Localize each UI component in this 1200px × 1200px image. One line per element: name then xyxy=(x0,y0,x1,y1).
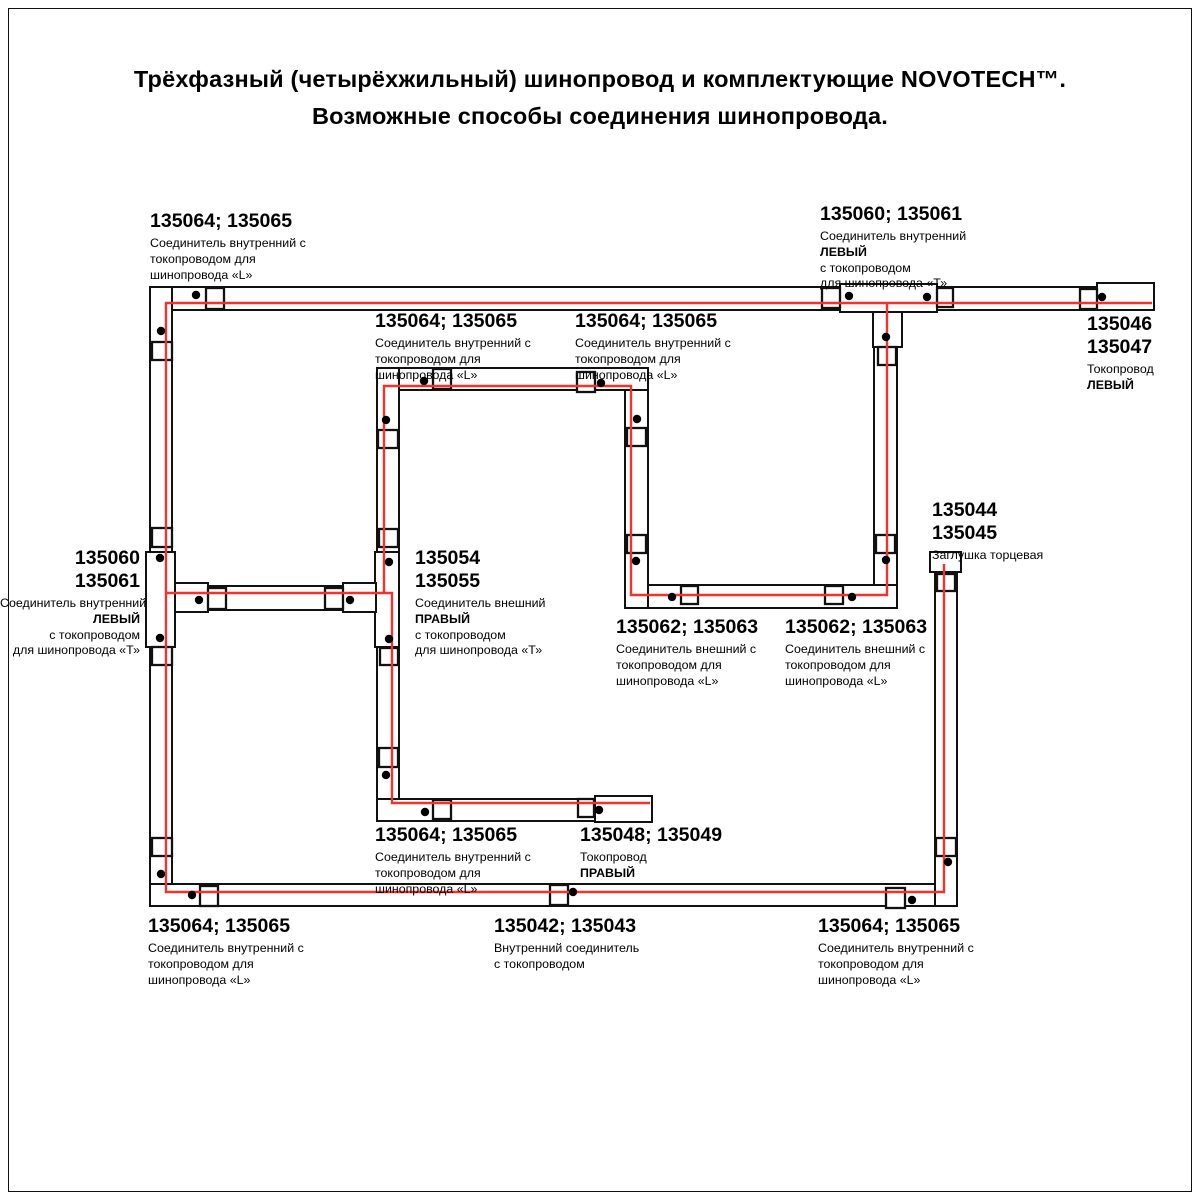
marker-dot xyxy=(156,634,164,642)
marker-dot xyxy=(632,557,640,565)
label-connector-bottom-left: 135064; 135065 Соединитель внутренний с токопроводом для шинопровода «L» xyxy=(148,915,304,987)
label-end-cap: 135044 135045 Заглушка торцевая xyxy=(932,499,1044,562)
marker-dot xyxy=(156,554,164,562)
connector-square xyxy=(152,528,172,547)
label-connector-bottom-right: 135064; 135065 Соединитель внутренний с токопроводом для шинопровода «L» xyxy=(818,915,974,987)
connector-square xyxy=(379,529,398,547)
marker-dot xyxy=(385,635,393,643)
label-connector-bottom-center: 135042; 135043 Внутренний соединитель с токопроводом xyxy=(494,915,640,971)
label-connector-inner-top-2: 135064; 135065 Соединитель внутренний с токопроводом для шинопровода «L» xyxy=(575,310,731,382)
marker-dot xyxy=(157,870,165,878)
title-line-1: Трёхфазный (четырёхжильный) шинопровод и комплектующие NOVOTECH™. xyxy=(133,66,1067,92)
marker-dot xyxy=(382,771,390,779)
connector-square xyxy=(379,748,398,767)
label-feed-right: 135048; 135049 Токопровод ПРАВЫЙ xyxy=(580,824,723,880)
feed-body-bottom xyxy=(595,796,652,822)
label-connector-inner-top-1: 135064; 135065 Соединитель внутренний с токопроводом для шинопровода «L» xyxy=(375,310,531,382)
marker-dot xyxy=(908,896,916,904)
label-connector-outer-2: 135062; 135063 Соединитель внешний с токопроводом для шинопровода «L» xyxy=(785,616,928,688)
label-t-connector-outer-right: 135054 135055 Соединитель внешний ПРАВЫЙ с токопроводом для шинопровода «Т» xyxy=(415,547,546,658)
marker-dot xyxy=(346,596,354,604)
connector-square xyxy=(876,535,895,553)
connector-square xyxy=(208,588,226,609)
marker-dot xyxy=(845,292,853,300)
connector-square xyxy=(152,647,172,665)
track-top xyxy=(150,287,1153,310)
connector-square xyxy=(152,838,172,856)
marker-dot xyxy=(195,596,203,604)
label-t-connector-top: 135060; 135061 Соединитель внутренний ЛЕВЫЙ с токопроводом для шинопровода «Т» xyxy=(820,203,967,291)
connector-square xyxy=(937,574,955,591)
marker-dot xyxy=(421,808,429,816)
marker-dot xyxy=(192,291,200,299)
marker-dot xyxy=(157,327,165,335)
track-mid-vertical xyxy=(625,368,648,608)
label-connector-inner-top-left: 135064; 135065 Соединитель внутренний с токопроводом для шинопровода «L» xyxy=(150,210,306,282)
label-connector-inner-bottom: 135064; 135065 Соединитель внутренний с токопроводом для шинопровода «L» xyxy=(375,824,531,896)
marker-dot xyxy=(923,293,931,301)
title-line-2: Возможные способы соединения шинопровода. xyxy=(312,103,888,129)
marker-dot xyxy=(385,558,393,566)
t-connector-body-left xyxy=(146,552,175,647)
marker-dot xyxy=(882,556,890,564)
marker-dot xyxy=(188,891,196,899)
marker-dot xyxy=(848,593,856,601)
marker-dot xyxy=(1098,293,1106,301)
t-connector-arm-left xyxy=(175,583,208,612)
connector-square xyxy=(1080,289,1097,309)
label-feed-left: 135046 135047 Токопровод ЛЕВЫЙ xyxy=(1087,313,1154,392)
t-connector-body-right xyxy=(375,552,399,647)
connector-square xyxy=(380,648,398,665)
connector-square xyxy=(550,885,568,905)
marker-dot xyxy=(668,593,676,601)
connector-square xyxy=(325,588,343,609)
label-t-connector-left: 135060 135061 Соединитель внутренний ЛЕВЫЙ с токопроводом для шинопровода «Т» xyxy=(0,547,147,658)
marker-dot xyxy=(882,333,890,341)
marker-dot xyxy=(569,888,577,896)
connector-square xyxy=(936,838,956,856)
marker-dot xyxy=(382,416,390,424)
connector-square xyxy=(378,430,398,448)
marker-dot xyxy=(633,415,641,423)
connector-square xyxy=(152,342,172,360)
connector-square xyxy=(578,799,594,817)
track-mid-horizontal xyxy=(625,585,897,608)
conductor-branch xyxy=(166,593,650,803)
connector-square xyxy=(206,288,224,309)
marker-dot xyxy=(944,858,952,866)
connector-square xyxy=(200,886,218,906)
marker-dot xyxy=(595,806,603,814)
label-connector-outer-1: 135062; 135063 Соединитель внешний с токопроводом для шинопровода «L» xyxy=(616,616,759,688)
